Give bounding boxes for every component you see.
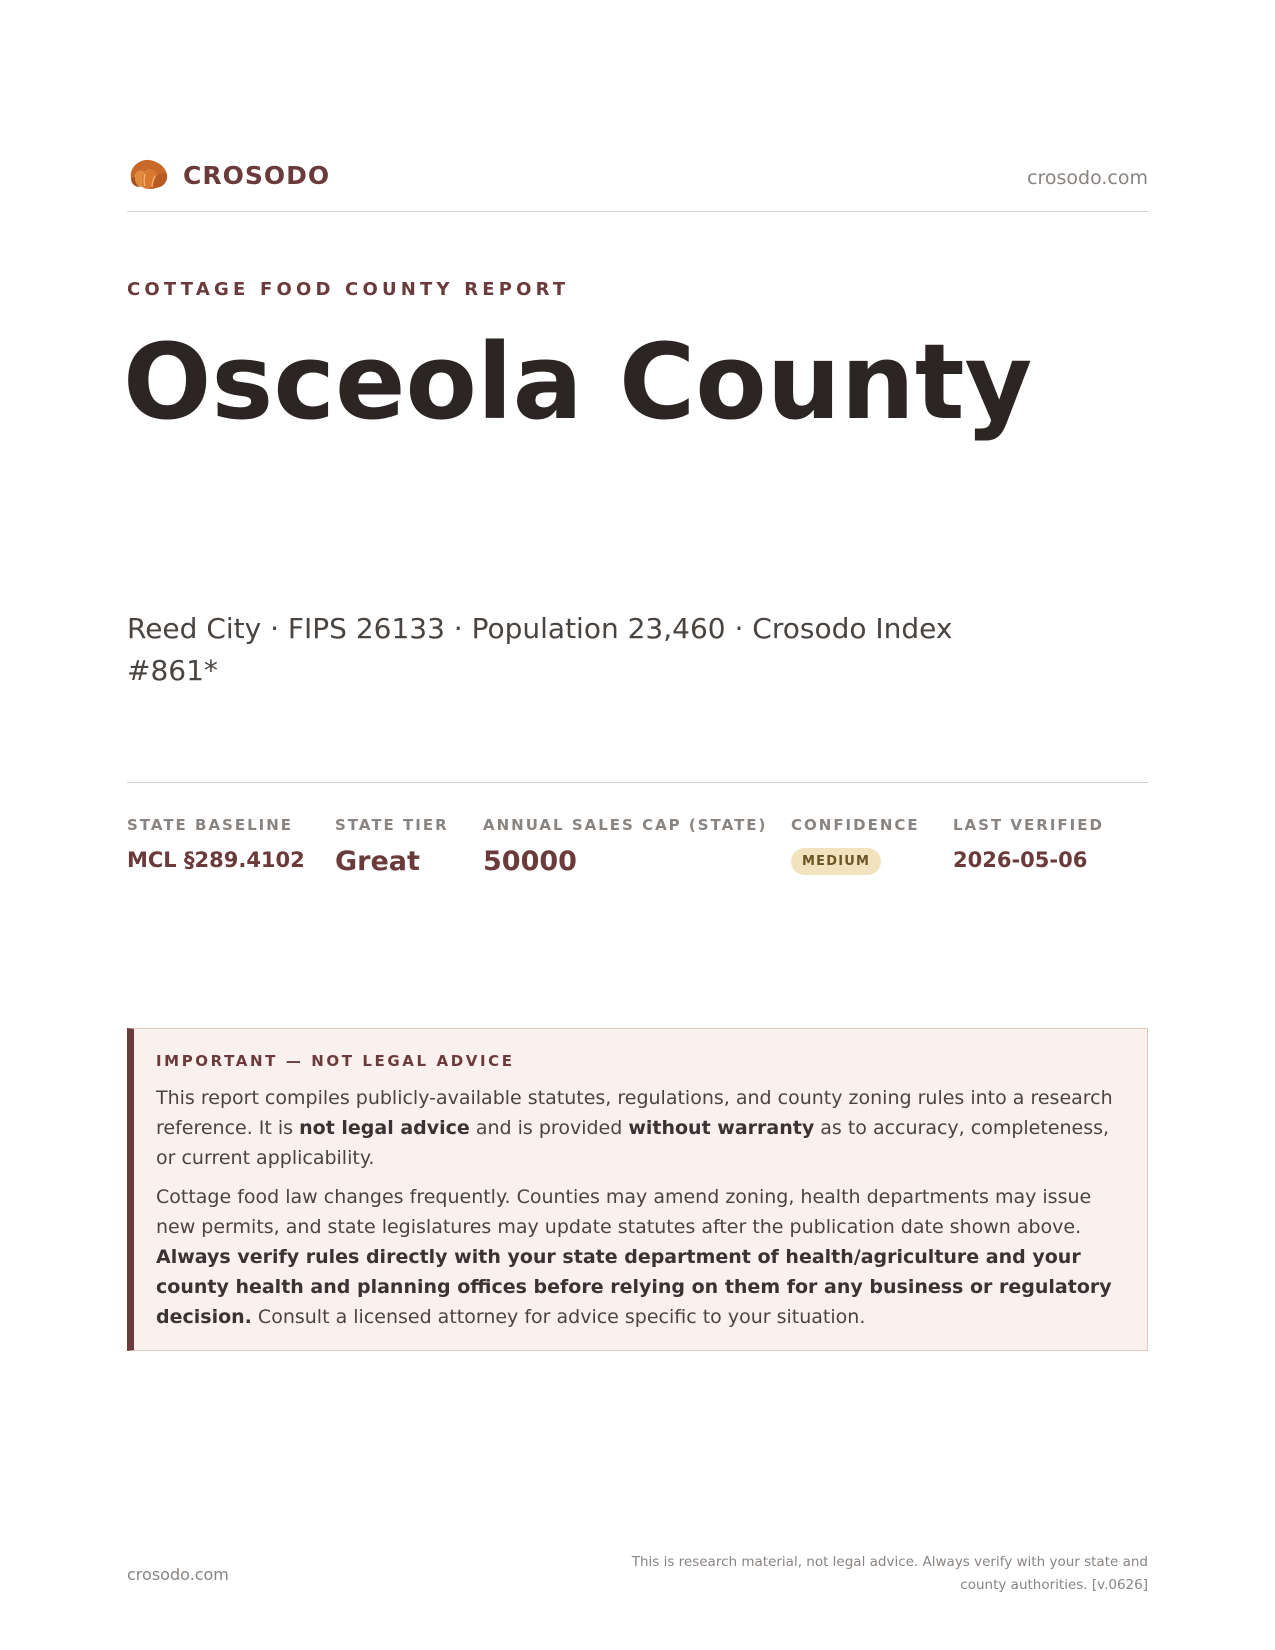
stat-label: STATE TIER (335, 816, 449, 834)
stat-value: 50000 (483, 846, 577, 877)
stat-last-verified (953, 816, 1104, 872)
notice-emphasis: without warranty (628, 1117, 815, 1139)
stat-state-tier (335, 816, 449, 877)
footer-disclaimer: This is research material, not legal advice. Always verify with your state and county authorities. [v.0626] (631, 1554, 1148, 1593)
stat-state-baseline (127, 816, 305, 872)
notice-paragraph (156, 1182, 1128, 1332)
footer-site[interactable]: crosodo.com (127, 1565, 229, 1584)
stat-annual-sales-cap (483, 816, 767, 877)
notice-emphasis: Always verify rules directly with your state department of health/agriculture and your county health and planning offices before relying on them for any business or regulatory decision. (156, 1246, 1112, 1328)
notice-heading: IMPORTANT — NOT LEGAL ADVICE (156, 1052, 515, 1070)
stat-confidence (791, 816, 920, 875)
notice-text: as to accuracy, completeness, or current applicability. (156, 1117, 1110, 1169)
stat-label: LAST VERIFIED (953, 816, 1104, 834)
divider (127, 782, 1148, 783)
site-link[interactable]: crosodo.com (1027, 167, 1148, 189)
notice-paragraph (156, 1083, 1128, 1173)
report-eyebrow: COTTAGE FOOD COUNTY REPORT (127, 279, 570, 300)
stat-label: ANNUAL SALES CAP (STATE) (483, 816, 768, 834)
notice-text: and is provided (469, 1117, 629, 1139)
stat-label: CONFIDENCE (791, 816, 920, 834)
legal-notice (127, 1028, 1148, 1351)
notice-text: Cottage food law changes frequently. Counties may amend zoning, health departments may issue new permits, and state legislatures may update statutes after the publication date shown above. (156, 1186, 1092, 1238)
croissant-icon (127, 154, 169, 194)
stat-label: STATE BASELINE (127, 816, 294, 834)
stat-value: 2026-05-06 (953, 848, 1088, 872)
notice-text: This report compiles publicly-available statutes, regulations, and county zoning rules into a research reference. It is (156, 1087, 1113, 1139)
stat-value: Great (335, 846, 420, 877)
notice-text: Consult a licensed attorney for advice specific to your situation. (251, 1306, 866, 1328)
report-subtitle: Reed City · FIPS 26133 · Population 23,460 · Crosodo Index #861* (127, 612, 953, 687)
page-title: Osceola County (123, 321, 1033, 443)
stat-value: MCL §289.4102 (127, 848, 305, 872)
notice-emphasis: not legal advice (299, 1117, 470, 1139)
confidence-badge: MEDIUM (791, 848, 881, 875)
brand-name: CROSODO (183, 161, 331, 190)
report-page (123, 0, 1148, 1650)
page-header (127, 154, 1148, 212)
